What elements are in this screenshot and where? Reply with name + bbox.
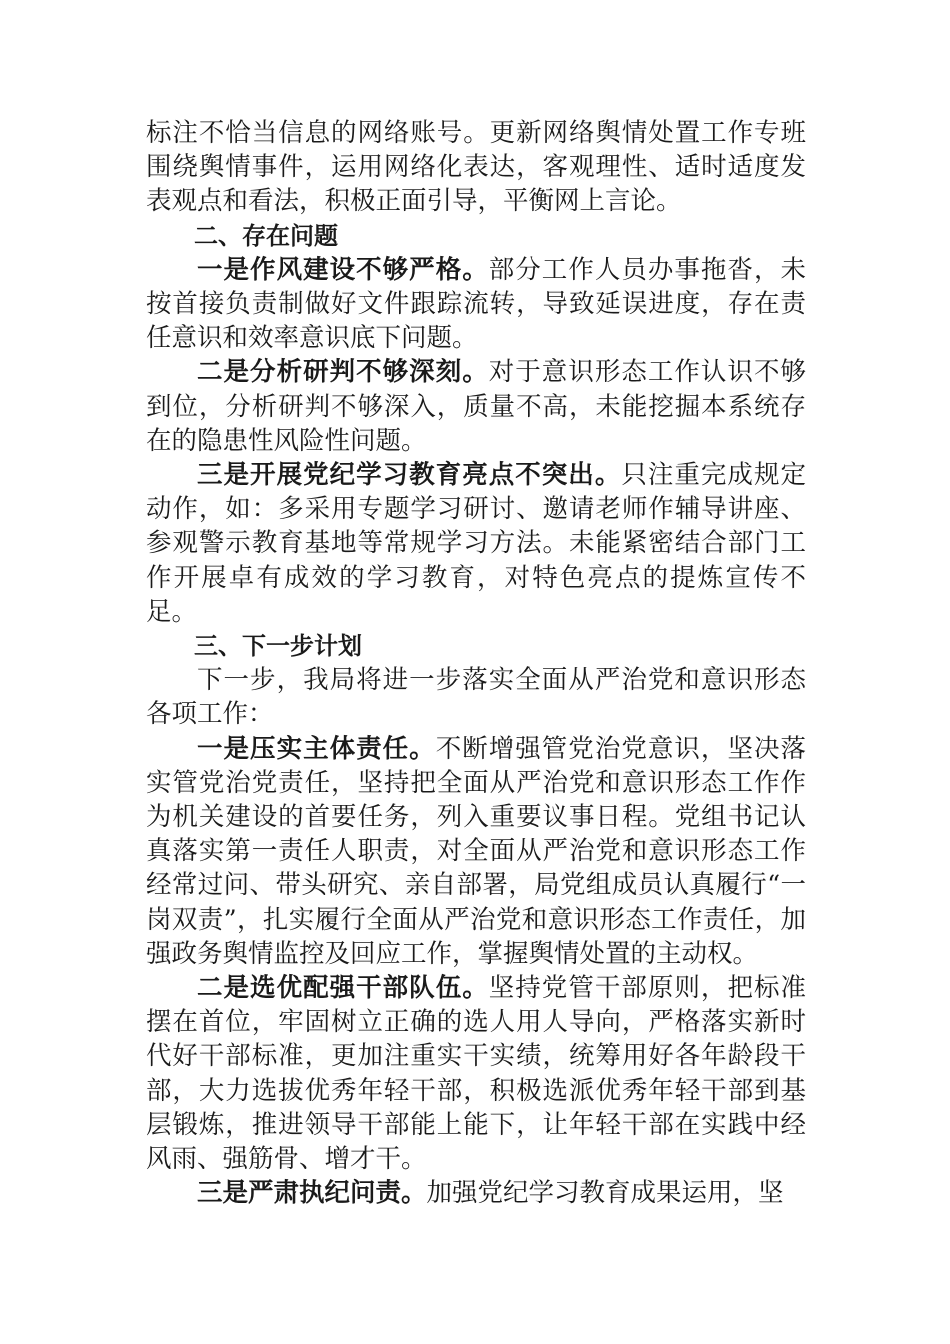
problem-paragraph-1 — [146, 253, 806, 356]
problem-lead-3: 三是开展党纪学习教育亮点不突出。 — [197, 460, 622, 491]
section-heading-problems: 二、存在问题 — [194, 221, 338, 250]
plan-text-1: 不断增强管党治党意识，坚决落实管党治党责任，坚持把全面从严治党和意识形态工作作为机关建设的首要任务，列入重要议事日程。党组书记认真落实第一责任人职责，对全面从严治党和意识形态工作经常过问、带头研究、亲自部署，局党组成员认真履行“一岗双责”，扎实履行全面从严治党和意识形态工作责任，加强政务舆情监控及回应工作，掌握舆情处置的主动权。 — [146, 733, 806, 969]
plan-lead-2: 二是选优配强干部队伍。 — [197, 973, 489, 1004]
problem-paragraph-2 — [146, 355, 806, 458]
problem-lead-1: 一是作风建设不够严格。 — [197, 254, 489, 285]
plan-text-2: 坚持党管干部原则，把标准摆在首位，牢固树立正确的选人用人导向，严格落实新时代好干部标准，更加注重实干实绩，统筹用好各年龄段干部，大力选拔优秀年轻干部，积极选派优秀年轻干部到基层锻炼，推进领导干部能上能下，让年轻干部在实践中经风雨、强筋骨、增才干。 — [146, 973, 806, 1175]
plan-text-3: 加强党纪学习教育成果运用，坚 — [426, 1178, 784, 1209]
continuation-paragraph: 标注不恰当信息的网络账号。更新网络舆情处置工作专班围绕舆情事件，运用网络化表达，客观理性、适时适度发表观点和看法，积极正面引导，平衡网上言论。 — [146, 118, 806, 217]
section-heading-next-steps: 三、下一步计划 — [194, 632, 362, 661]
plan-lead-1: 一是压实主体责任。 — [197, 733, 436, 764]
plan-paragraph-3 — [146, 1176, 806, 1210]
problem-text-2: 对于意识形态工作认识不够到位，分析研判不够深入，质量不高，未能挖掘本系统存在的隐患性风险性问题。 — [146, 357, 806, 456]
problem-text-1: 部分工作人员办事拖沓，未按首接负责制做好文件跟踪流转，导致延误进度，存在责任意识和效率意识底下问题。 — [146, 254, 806, 354]
plan-intro-paragraph: 下一步，我局将进一步落实全面从严治党和意识形态各项工作： — [146, 665, 806, 730]
problem-paragraph-3 — [146, 458, 806, 629]
plan-lead-3: 三是严肃执纪问责。 — [197, 1178, 427, 1209]
plan-paragraph-1 — [146, 732, 806, 971]
document-body — [146, 116, 806, 1211]
problem-lead-2: 二是分析研判不够深刻。 — [197, 357, 489, 388]
plan-paragraph-2 — [146, 971, 806, 1176]
problem-text-3: 只注重完成规定动作，如：多采用专题学习研讨、邀请老师作辅导讲座、参观警示教育基地等常规学习方法。未能紧密结合部门工作开展卓有成效的学习教育，对特色亮点的提炼宣传不足。 — [146, 460, 806, 627]
